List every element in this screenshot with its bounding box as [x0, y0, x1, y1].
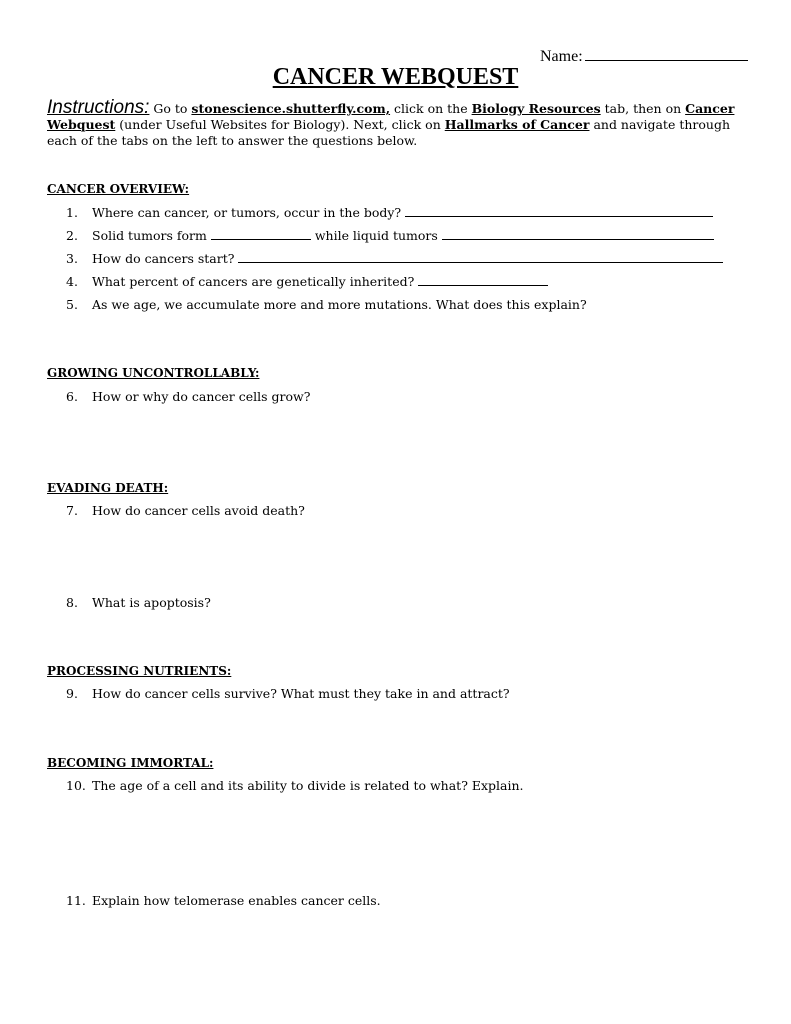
answer-blank-2b[interactable] — [442, 228, 714, 240]
answer-blank-4[interactable] — [418, 274, 548, 286]
question-8 — [66, 595, 211, 610]
question-number: 10. — [66, 778, 86, 793]
cancer-webquest-link: Cancer Webquest — [47, 101, 735, 132]
question-text: How do cancers start? — [92, 251, 239, 266]
question-number: 3. — [66, 251, 78, 266]
instructions-text-1: Go to — [149, 101, 192, 116]
question-3 — [66, 251, 723, 266]
question-text: The age of a cell and its ability to divide is related to what? Explain. — [92, 778, 524, 793]
question-9 — [66, 686, 510, 701]
section-evading-death: EVADING DEATH: — [47, 481, 169, 495]
name-blank[interactable] — [585, 46, 748, 61]
question-number: 4. — [66, 274, 78, 289]
question-text: What percent of cancers are genetically inherited? — [92, 274, 419, 289]
question-text: Where can cancer, or tumors, occur in the body? — [92, 205, 406, 220]
name-label: Name: — [540, 48, 583, 65]
name-field[interactable] — [540, 46, 748, 66]
answer-blank-2a[interactable] — [211, 228, 311, 240]
instructions-text-5: and navigate through each of the tabs on the left to answer the questions below. — [47, 117, 731, 148]
biology-resources-tab: Biology Resources — [471, 101, 601, 116]
question-6 — [66, 389, 310, 404]
question-text: How or why do cancer cells grow? — [92, 389, 311, 404]
question-number: 9. — [66, 686, 78, 701]
question-2 — [66, 228, 714, 243]
section-becoming-immortal: BECOMING IMMORTAL: — [47, 756, 214, 770]
question-text: How do cancer cells survive? What must they take in and attract? — [92, 686, 510, 701]
instructions-label: Instructions: — [47, 97, 150, 118]
page-title: CANCER WEBQUEST — [272, 64, 519, 90]
question-text: As we age, we accumulate more and more mutations. What does this explain? — [92, 297, 587, 312]
question-number: 11. — [66, 893, 86, 908]
section-processing-nutrients: PROCESSING NUTRIENTS: — [47, 664, 232, 678]
question-number: 1. — [66, 205, 78, 220]
instructions-text-2: click on the — [390, 101, 472, 116]
question-7 — [66, 503, 305, 518]
section-cancer-overview: CANCER OVERVIEW: — [47, 182, 190, 196]
instructions — [47, 97, 747, 149]
question-number: 6. — [66, 389, 78, 404]
hallmarks-of-cancer-link: Hallmarks of Cancer — [444, 117, 590, 132]
instructions-text-3: tab, then on — [600, 101, 686, 116]
question-10 — [66, 778, 524, 793]
question-text: What is apoptosis? — [92, 595, 211, 610]
instructions-text-4: (under Useful Websites for Biology). Next, click on — [115, 117, 445, 132]
question-5 — [66, 297, 587, 312]
question-number: 8. — [66, 595, 78, 610]
question-number: 2. — [66, 228, 78, 243]
answer-blank-3[interactable] — [238, 251, 723, 263]
answer-blank-1[interactable] — [405, 205, 713, 217]
question-text-b: while liquid tumors — [310, 228, 442, 243]
question-11 — [66, 893, 381, 908]
section-growing-uncontrollably: GROWING UNCONTROLLABLY: — [47, 366, 260, 380]
question-text: How do cancer cells avoid death? — [92, 503, 305, 518]
question-4 — [66, 274, 548, 289]
question-1 — [66, 205, 713, 220]
site-link: stonescience.shutterfly.com, — [191, 101, 391, 116]
question-number: 7. — [66, 503, 78, 518]
question-text: Explain how telomerase enables cancer cells. — [92, 893, 381, 908]
question-text-a: Solid tumors form — [92, 228, 211, 243]
question-number: 5. — [66, 297, 78, 312]
